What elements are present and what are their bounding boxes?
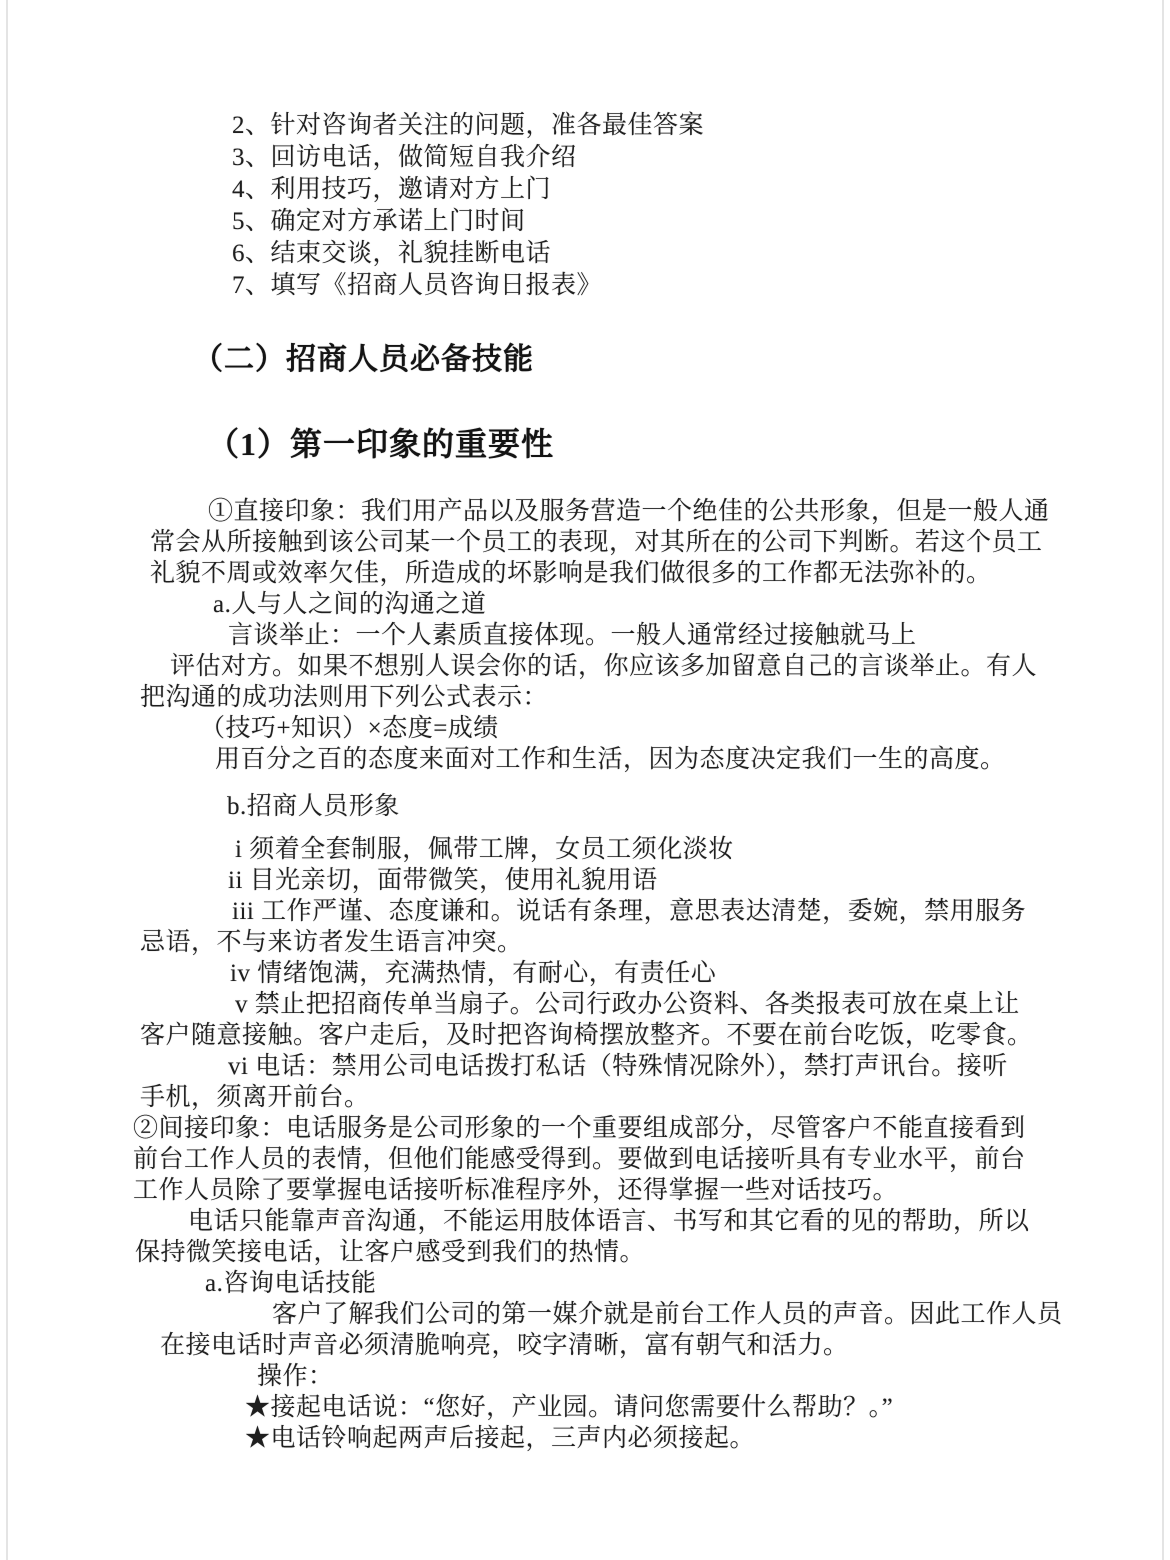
text-line: 手机，须离开前台。 bbox=[140, 1084, 370, 1111]
text-line: 用百分之百的态度来面对工作和生活，因为态度决定我们一生的高度。 bbox=[215, 746, 1006, 773]
text-line: 保持微笑接电话，让客户感受到我们的热情。 bbox=[135, 1239, 646, 1266]
list-item: 3、回访电话，做简短自我介绍 bbox=[232, 144, 577, 171]
text-line: 在接电话时声音必须清脆响亮，咬字清晰，富有朝气和活力。 bbox=[160, 1332, 849, 1359]
text-line: v 禁止把招商传单当扇子。公司行政办公资料、各类报表可放在桌上让 bbox=[235, 991, 1020, 1018]
numbered-list bbox=[133, 110, 1053, 302]
text-line: 把沟通的成功法则用下列公式表示： bbox=[140, 684, 549, 711]
text-line: a.人与人之间的沟通之道 bbox=[213, 591, 487, 618]
text-line: 礼貌不周或效率欠佳，所造成的坏影响是我们做很多的工作都无法弥补的。 bbox=[150, 560, 992, 587]
text-line: 言谈举止：一个人素质直接体现。一般人通常经过接触就马上 bbox=[228, 622, 917, 649]
text-line: 忌语，不与来访者发生语言冲突。 bbox=[140, 929, 523, 956]
text-line: ②间接印象：电话服务是公司形象的一个重要组成部分，尽管客户不能直接看到 bbox=[133, 1115, 1026, 1142]
subsection-heading: （1）第一印象的重要性 bbox=[207, 426, 555, 462]
list-item: 6、结束交谈，礼貌挂断电话 bbox=[232, 240, 552, 267]
list-item: 7、填写《招商人员咨询日报表》 bbox=[232, 272, 603, 299]
text-line: 客户了解我们公司的第一媒介就是前台工作人员的声音。因此工作人员 bbox=[272, 1301, 1063, 1328]
text-line: ii 目光亲切，面带微笑，使用礼貌用语 bbox=[228, 867, 658, 894]
text-line: 电话只能靠声音沟通，不能运用肢体语言、书写和其它看的见的帮助，所以 bbox=[188, 1208, 1030, 1235]
list-item: 4、利用技巧，邀请对方上门 bbox=[232, 176, 552, 203]
text-line: 客户随意接触。客户走后，及时把咨询椅摆放整齐。不要在前台吃饭，吃零食。 bbox=[140, 1022, 1033, 1049]
text-line: 常会从所接触到该公司某一个员工的表现，对其所在的公司下判断。若这个员工 bbox=[150, 529, 1043, 556]
section-heading: （二）招商人员必备技能 bbox=[193, 343, 534, 376]
text-line: iv 情绪饱满，充满热情，有耐心，有责任心 bbox=[230, 960, 717, 987]
text-line: ★电话铃响起两声后接起，三声内必须接起。 bbox=[245, 1425, 756, 1452]
body-text bbox=[133, 496, 1063, 1454]
list-item: 5、确定对方承诺上门时间 bbox=[232, 208, 526, 235]
text-line: ①直接印象：我们用产品以及服务营造一个绝佳的公共形象，但是一般人通 bbox=[208, 498, 1050, 525]
text-line: ★接起电话说：“您好，产业园。请问您需要什么帮助？。” bbox=[245, 1394, 894, 1421]
list-item: 2、针对咨询者关注的问题，准各最佳答案 bbox=[232, 112, 705, 139]
text-line: a.咨询电话技能 bbox=[205, 1270, 377, 1297]
text-line: 评估对方。如果不想别人误会你的话，你应该多加留意自己的言谈举止。有人 bbox=[170, 653, 1038, 680]
page-right-edge bbox=[1162, 0, 1164, 1560]
text-line: iii 工作严谨、态度谦和。说话有条理，意思表达清楚，委婉，禁用服务 bbox=[232, 898, 1027, 925]
text-line: 操作： bbox=[257, 1363, 334, 1390]
text-line: vi 电话：禁用公司电话拨打私话（特殊情况除外），禁打声讯台。接听 bbox=[228, 1053, 1008, 1080]
text-line: （技巧+知识）×态度=成绩 bbox=[200, 715, 499, 742]
text-line: b.招商人员形象 bbox=[227, 793, 400, 820]
text-line: 前台工作人员的表情，但他们能感受得到。要做到电话接听具有专业水平，前台 bbox=[133, 1146, 1026, 1173]
text-line: i 须着全套制服，佩带工牌，女员工须化淡妆 bbox=[235, 836, 734, 863]
text-line: 工作人员除了要掌握电话接听标准程序外，还得掌握一些对话技巧。 bbox=[133, 1177, 899, 1204]
